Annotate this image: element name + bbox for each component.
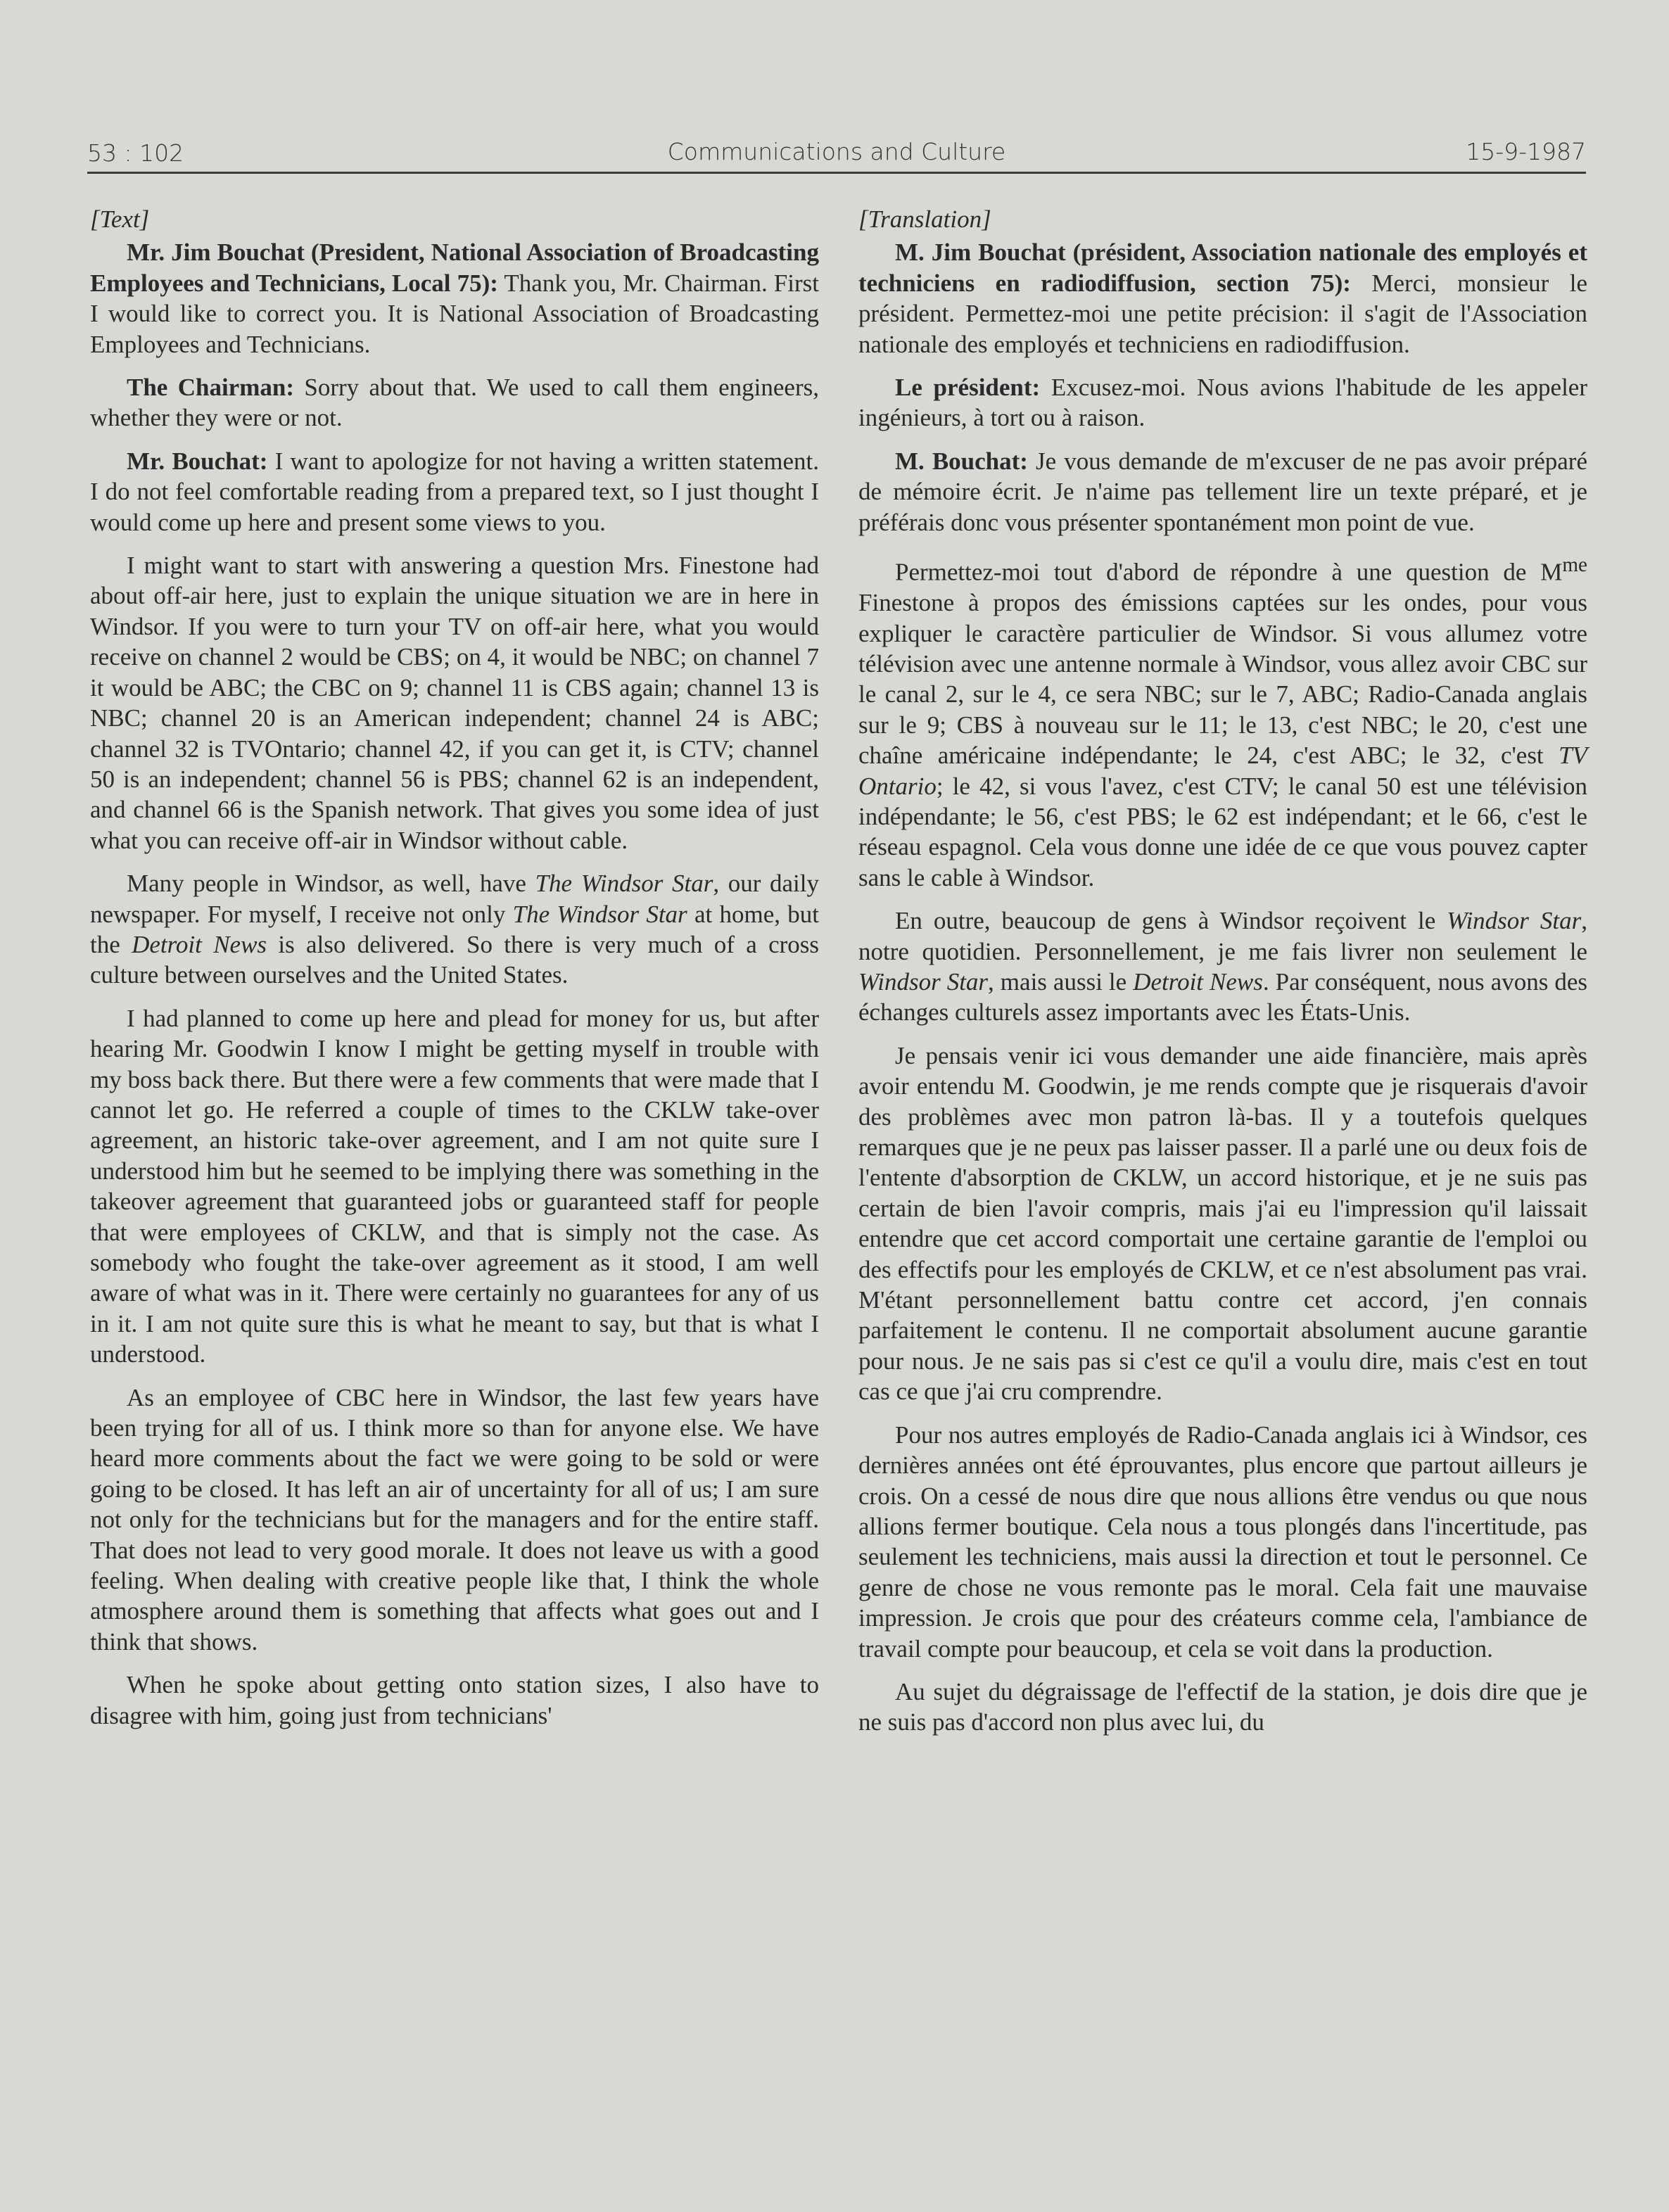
paragraph <box>90 237 819 360</box>
paragraph: I had planned to come up here and plead for money for us, but after hearing Mr. Goodwin I know I might be getting myself in trouble with my boss back there. But there were a few comments that were made that I cannot let go. He referred a couple of times to the CKLW take-over agreement, an historic take-over agreement, and I am not quite sure I understood him but he seemed to be implying there was something in the takeover agreement that guaranteed jobs or guaranteed staff for people that were employees of CKLW, and that is simply not the case. As somebody who fought the take-over agreement as it stood, I am well aware of what was in it. There were certainly no guarantees for any of us in it. I am not quite sure this is what he meant to say, but that is what I understood. <box>90 1004 819 1368</box>
publication-title: Windsor Star <box>1447 907 1582 935</box>
page-header <box>87 132 1586 169</box>
paragraph <box>90 372 819 433</box>
publication-title: The Windsor Star <box>535 870 713 898</box>
paragraph <box>858 446 1587 538</box>
speaker-name: Le président: <box>895 374 1041 402</box>
column-tag-text: Translation <box>868 205 982 233</box>
paragraph: Je pensais venir ici vous demander une aide financière, mais après avoir entendu M. Goodwin, je me rends compte que je risquerais d'avoir des problèmes avec mon patron là-bas. Il y a toutefois quelques remarques que je ne peux pas laisser passer. Il a parlé une ou deux fois de l'entente d'absorption de CKLW, un accord historique, et je ne suis pas certain de bien l'avoir compris, mais j'ai eu l'impression qu'il laissait entendre que cet accord comportait une certaine garantie de l'emploi ou des effectifs pour les employés de CKLW, et ce n'est absolument pas vrai. M'étant personnellement battu contre cet accord, j'en connais parfaitement le contenu. Il ne comportait absolument aucune garantie pour nous. Je ne sais pas si c'est ce qu'il a voulu dire, mais c'est en tout cas ce que j'ai cru comprendre. <box>858 1041 1587 1406</box>
page-reference: 53 : 102 <box>87 139 184 167</box>
paragraph: As an employee of CBC here in Windsor, the last few years have been trying for all of us. I think more so than for anyone else. We have heard more comments about the fact we were going to be sold or were going to be closed. It has left an air of uncertainty for all of us; I am sure not only for the technicians but for the managers and for the entire staff. That does not lead to very good morale. It does not leave us with a good feeling. When dealing with creative people like that, I think the whole atmosphere around them is something that affects what goes out and I think that shows. <box>90 1383 819 1655</box>
paragraph <box>858 372 1587 433</box>
column-tag-text: Text <box>99 205 140 233</box>
paragraph-text: I want to apologize for not having a written statement. I do not feel comfortable reading from a prepared text, so I just thought I would come up here and present some views to you. <box>90 447 819 536</box>
column-tag: [Text] <box>90 205 150 233</box>
paragraph <box>90 446 819 538</box>
publication-title: TV Ontario <box>858 742 1587 800</box>
speaker-name: Mr. Bouchat: <box>127 447 268 475</box>
publication-title: Detroit News <box>1133 968 1263 996</box>
paragraph: Many people in Windsor, as well, have The Windsor Star, our daily newspaper. For myself, I receive not only The Windsor Star at home, but the Detroit News is also delivered. So there is very much of a cross culture between ourselves and the United States. <box>90 870 819 989</box>
page-date: 15-9-1987 <box>1466 138 1586 165</box>
superscript: me <box>1562 554 1587 577</box>
publication-title: The Windsor Star <box>512 900 687 928</box>
speaker-name: M. Jim Bouchat (président, Association nationale des employés et techniciens en radiodiffusion, section 75): <box>858 239 1587 297</box>
french-column <box>858 204 1587 1750</box>
header-rule <box>87 172 1586 174</box>
paragraph: Pour nos autres employés de Radio-Canada anglais ici à Windsor, ces dernières années ont été éprouvantes, plus encore que partout ailleurs je crois. On a cessé de nous dire que nous allions être vendus ou que nous allions fermer boutique. Cela nous a tous plongés dans l'incertitude, pas seulement les techniciens, mais aussi la direction et tout le personnel. Ce genre de chose ne vous remonte pas le moral. Cela fait une mauvaise impression. Je crois que pour des créateurs comme cela, l'ambiance de travail compte pour beaucoup, et cela se voit dans la production. <box>858 1420 1587 1663</box>
paragraph: When he spoke about getting onto station sizes, I also have to disagree with him, going just from technicians' <box>90 1671 819 1729</box>
paragraph-text: Thank you, Mr. Chairman. First I would like to correct you. It is National Association of Broadcasting Employees and Technicians. <box>90 269 819 358</box>
publication-title: Windsor Star <box>858 968 989 996</box>
running-title: Communications and Culture <box>667 138 1006 165</box>
paragraph-text: Je vous demande de m'excuser de ne pas avoir préparé de mémoire écrit. Je n'aime pas tellement lire un texte préparé, et je préférais donc vous présenter spontanément mon point de vue. <box>858 447 1587 536</box>
paragraph: Au sujet du dégraissage de l'effectif de la station, je dois dire que je ne suis pas d'accord non plus avec lui, du <box>858 1677 1587 1736</box>
publication-title: Detroit News <box>132 930 267 958</box>
paragraph: Permettez-moi tout d'abord de répondre à une question de $M^{me}$ Finestone à propos des émissions captées sur les ondes, pour vous expliquer le caractère particulier de Windsor. Si vous allumez votre télévision avec une antenne normale à Windsor, vous allez avoir CBC sur le canal 2, sur le 4, ce sera NBC; sur le 7, ABC; Radio-Canada anglais sur le 9; CBS à nouveau sur le 11; le 13, c'est NBC; le 20, c'est une chaîne américaine indépendante; le 24, c'est ABC; le 32, c'est TV Ontario; le 42, si vous l'avez, c'est CTV; le canal 50 est une télévision indépendante; le 56, c'est PBS; le 62 est indépendant; et le 66, c'est le réseau espagnol. Cela vous donne une idée de ce que vous pouvez capter sans le cable à Windsor. <box>858 554 1587 891</box>
column-tag: [Translation] <box>858 205 991 233</box>
paragraph: I might want to start with answering a question Mrs. Finestone had about off-air here, just to explain the unique situation we are in here in Windsor. If you were to turn your TV on off-air here, what you would receive on channel 2 would be CBS; on 4, it would be NBC; on channel 7 it would be ABC; the CBC on 9; channel 11 is CBS again; channel 13 is NBC; channel 20 is an American independent; channel 24 is ABC; channel 32 is TVOntario; channel 42, if you can get it, is CTV; channel 50 is an independent; channel 56 is PBS; channel 62 is an independent, and channel 66 is the Spanish network. That gives you some idea of just what you can receive off-air in Windsor without cable. <box>90 552 819 854</box>
paragraph-text: Sorry about that. We used to call them engineers, whether they were or not. <box>90 374 819 432</box>
speaker-name: M. Bouchat: <box>895 447 1028 475</box>
paragraph-text: Merci, monsieur le président. Permettez-moi une petite précision: il s'agit de l'Association nationale des employés et techniciens en radiodiffusion. <box>858 269 1587 358</box>
paragraph: En outre, beaucoup de gens à Windsor reçoivent le Windsor Star, notre quotidien. Personnellement, je me fais livrer non seulement le Windsor Star, mais aussi le Detroit News. Par conséquent, nous avons des échanges culturels assez importants avec les États-Unis. <box>858 907 1587 1026</box>
english-column <box>90 204 819 1743</box>
speaker-name: The Chairman: <box>127 374 294 402</box>
paragraph-text: Excusez-moi. Nous avions l'habitude de les appeler ingénieurs, à tort ou à raison. <box>858 374 1587 432</box>
speaker-name: Mr. Jim Bouchat (President, National Association of Broadcasting Employees and Technicians, Local 75): <box>90 239 819 297</box>
paragraph <box>858 237 1587 360</box>
